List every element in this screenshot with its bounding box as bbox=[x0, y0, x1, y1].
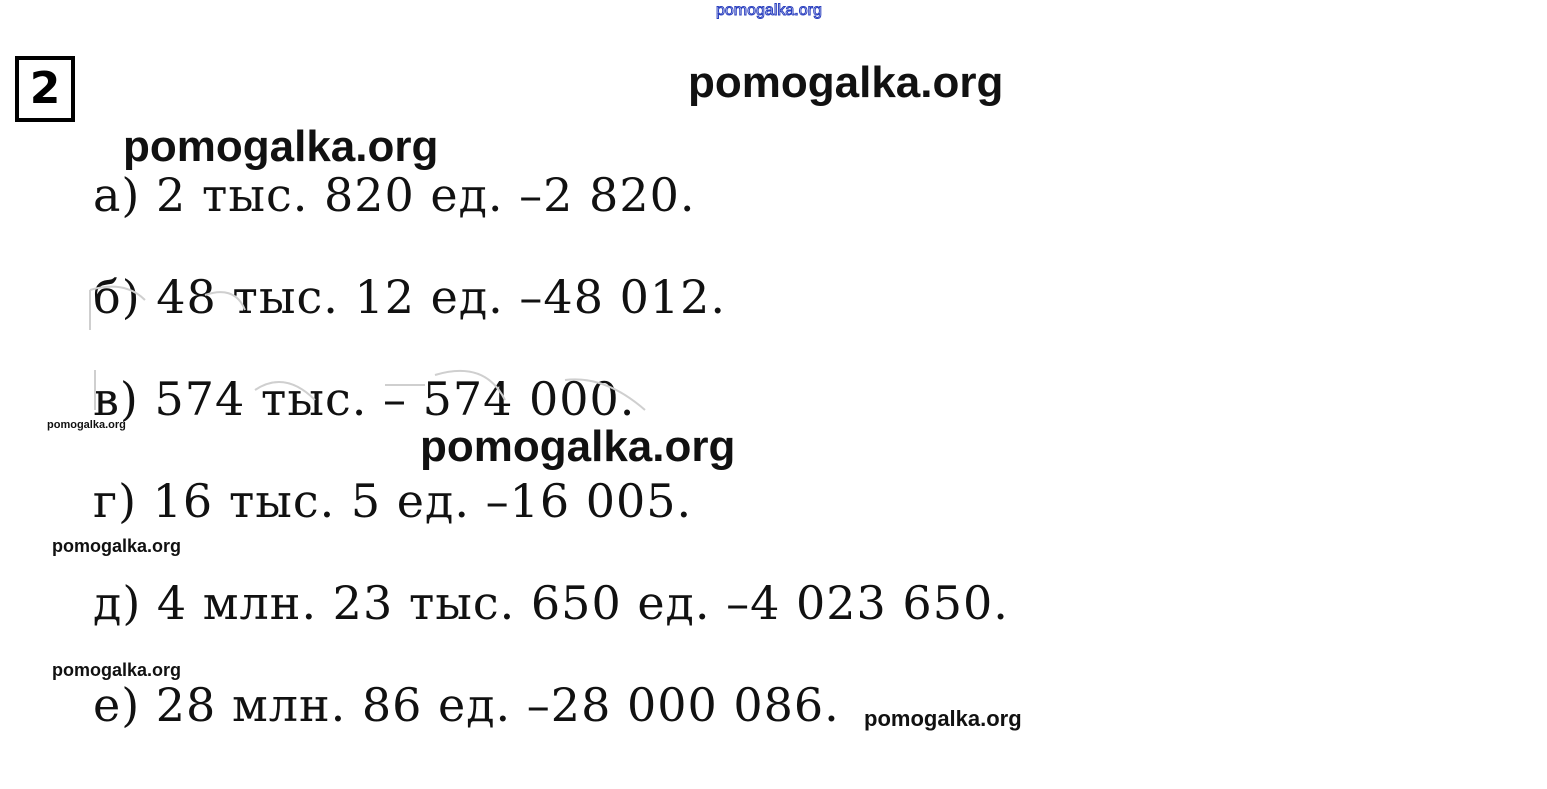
watermark-tiny: pomogalka.org bbox=[47, 419, 126, 431]
watermark-big-2: pomogalka.org bbox=[123, 122, 439, 171]
answer-line-e: д) 4 млн. 23 тыс. 650 ед. –4 023 650. bbox=[93, 576, 1009, 630]
answer-line-b: б) 48 тыс. 12 ед. –48 012. bbox=[93, 270, 727, 324]
task-number: 2 bbox=[29, 63, 61, 114]
answer-line-d: г) 16 тыс. 5 ед. –16 005. bbox=[93, 474, 693, 528]
watermark-big-3: pomogalka.org bbox=[420, 422, 736, 471]
task-number-box bbox=[15, 56, 75, 122]
watermark-big-1: pomogalka.org bbox=[688, 58, 1004, 107]
watermark-small-2: pomogalka.org bbox=[52, 660, 182, 680]
answer-line-c: в) 574 тыс. – 574 000. bbox=[93, 372, 636, 426]
watermark-small-3: pomogalka.org bbox=[864, 706, 1022, 731]
watermark-top-small: pomogalka.org bbox=[716, 2, 822, 19]
answer-line-f: е) 28 млн. 86 ед. –28 000 086. bbox=[93, 678, 840, 732]
answer-line-a: а) 2 тыс. 820 ед. –2 820. bbox=[93, 168, 696, 222]
watermark-small-1: pomogalka.org bbox=[52, 536, 182, 556]
